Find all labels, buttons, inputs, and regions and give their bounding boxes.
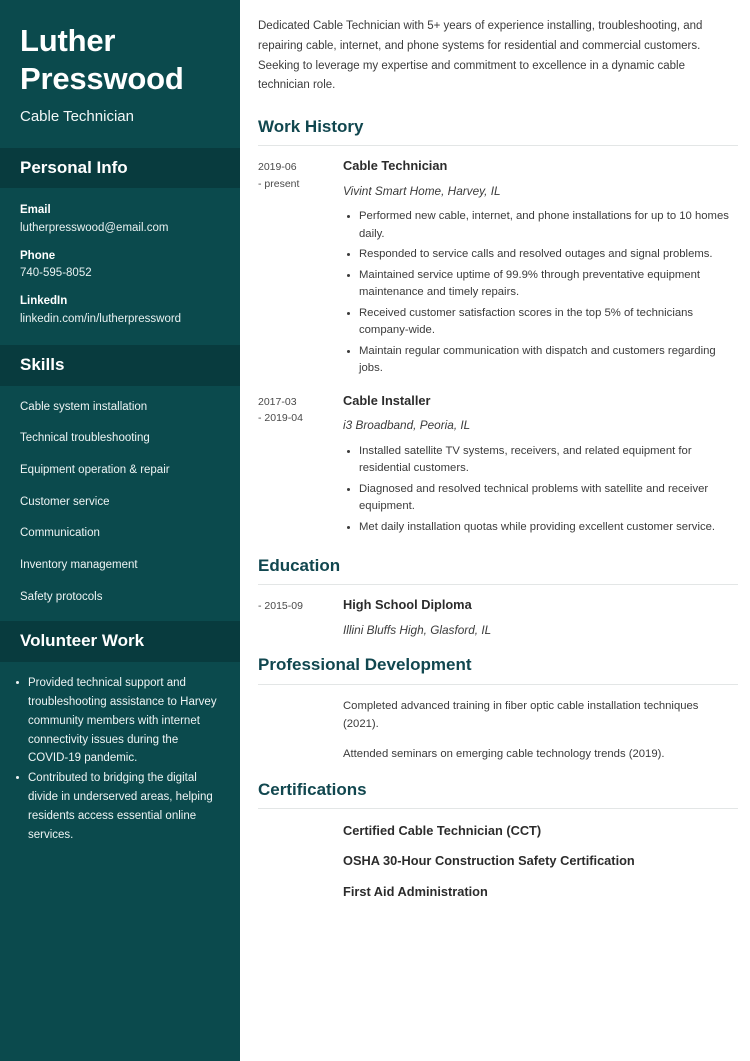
entry-date-range	[258, 852, 343, 854]
entry-bullet-list	[343, 208, 732, 378]
skill-item: Communication	[20, 527, 100, 540]
entry-date-range	[258, 883, 343, 885]
work-entry	[258, 381, 738, 539]
list-item: Responded to service calls and resolved outages and signal problems.	[343, 246, 732, 264]
list-item: Installed satellite TV systems, receivers, and related equipment for residential customers.	[343, 443, 732, 478]
entry-organization: i3 Broadband, Peoria, IL	[343, 418, 471, 432]
professional-summary: Dedicated Cable Technician with 5+ years of experience installing, troubleshooting, and repairing cable, internet, and phone systems for residential and commercial customers. Seeking to leverage my expertise and commitment to excellence in a dynamic cable technician role.	[258, 20, 703, 92]
entry-body	[343, 852, 738, 869]
contact-label: Email	[20, 204, 51, 217]
entry-body	[343, 157, 738, 380]
skill-item: Equipment operation & repair	[20, 464, 170, 476]
skill-item: Customer service	[20, 495, 110, 508]
certification-name: First Aid Administration	[343, 883, 488, 899]
certification-entry	[258, 870, 738, 900]
certification-name: OSHA 30-Hour Construction Safety Certification	[343, 853, 635, 869]
list-item: Received customer satisfaction scores in the top 5% of technicians company-wide.	[343, 305, 732, 340]
entry-date-end: - present	[258, 177, 300, 190]
contact-value-email[interactable]: lutherpresswood@email.com	[20, 222, 169, 235]
main-content	[240, 0, 750, 1061]
entry-date-range	[258, 392, 343, 427]
volunteer-list	[14, 674, 220, 846]
entry-date-end: - 2019-04	[258, 412, 303, 424]
section-title-education: Education	[258, 556, 738, 585]
contact-item-linkedin	[20, 293, 220, 327]
list-item: Maintain regular communication with dispatch and customers regarding jobs.	[343, 343, 732, 378]
skills-body	[0, 386, 240, 622]
skill-item: Safety protocols	[20, 590, 103, 603]
contact-label: LinkedIn	[20, 295, 68, 308]
entry-body	[343, 745, 738, 763]
contact-item-email	[20, 202, 220, 236]
personal-info-heading: Personal Info	[20, 158, 128, 178]
skill-item: Cable system installation	[20, 400, 148, 413]
entry-body	[343, 697, 738, 733]
entry-organization: Vivint Smart Home, Harvey, IL	[343, 183, 501, 198]
name-block	[0, 0, 240, 148]
certification-entry	[258, 839, 738, 869]
section-title-work-history: Work History	[258, 117, 738, 146]
section-work-history	[258, 117, 738, 539]
education-degree: High School Diploma	[343, 597, 472, 613]
entry-role: Cable Technician	[343, 158, 448, 174]
professional-development-text: Attended seminars on emerging cable technology trends (2019).	[343, 747, 665, 760]
personal-info-body	[0, 188, 240, 345]
personal-info-header	[0, 148, 240, 188]
contact-label: Phone	[20, 249, 56, 262]
entry-date-start: 2017-03	[258, 395, 297, 408]
work-entry	[258, 146, 738, 380]
certification-entry	[258, 809, 738, 839]
list-item: Diagnosed and resolved technical problems with satellite and receiver equipment.	[343, 481, 732, 516]
contact-value-phone[interactable]: 740-595-8052	[20, 267, 92, 280]
entry-date-start: 2019-06	[258, 161, 297, 174]
list-item: Provided technical support and troubleshooting assistance to Harvey community members with internet connectivity issues during the COVID-19 pandemic.	[14, 674, 220, 769]
candidate-name: Luther Presswood	[20, 23, 184, 96]
section-education	[258, 556, 738, 638]
contact-item-phone	[20, 248, 220, 282]
skills-header	[0, 345, 240, 385]
contact-value-linkedin[interactable]: linkedin.com/in/lutherpressword	[20, 312, 182, 325]
volunteer-body	[0, 662, 240, 863]
certification-name: Certified Cable Technician (CCT)	[343, 823, 542, 839]
section-certifications	[258, 780, 738, 900]
entry-body	[343, 883, 738, 900]
sidebar	[0, 0, 240, 1061]
education-school: Illini Bluffs High, Glasford, IL	[343, 622, 492, 637]
volunteer-heading: Volunteer Work	[20, 631, 145, 651]
entry-body	[343, 596, 738, 638]
list-item: Contributed to bridging the digital divide in underserved areas, helping residents access essential online services.	[14, 769, 220, 845]
skill-item: Inventory management	[20, 559, 138, 572]
professional-development-entry	[258, 733, 738, 763]
section-professional-development	[258, 655, 738, 763]
section-title-professional-development: Professional Development	[258, 655, 738, 684]
list-item: Met daily installation quotas while providing excellent customer service.	[343, 519, 732, 537]
entry-bullet-list	[343, 443, 732, 537]
list-item: Performed new cable, internet, and phone installations for up to 10 homes daily.	[343, 208, 732, 243]
entry-date-start: - 2015-09	[258, 600, 303, 613]
skill-item: Technical troubleshooting	[20, 432, 150, 445]
professional-development-text: Completed advanced training in fiber optic cable installation techniques (2021).	[343, 699, 699, 730]
entry-body	[343, 822, 738, 839]
entry-date-range	[258, 157, 343, 192]
entry-role: Cable Installer	[343, 392, 431, 408]
entry-body	[343, 392, 738, 539]
professional-development-entry	[258, 685, 738, 733]
education-entry	[258, 585, 738, 638]
entry-date-range	[258, 596, 343, 614]
section-title-certifications: Certifications	[258, 780, 738, 809]
volunteer-header	[0, 621, 240, 661]
candidate-job-title: Cable Technician	[20, 107, 134, 125]
list-item: Maintained service uptime of 99.9% through preventative equipment maintenance and timely repairs.	[343, 267, 732, 302]
entry-date-range	[258, 822, 343, 824]
skills-heading: Skills	[20, 355, 65, 375]
